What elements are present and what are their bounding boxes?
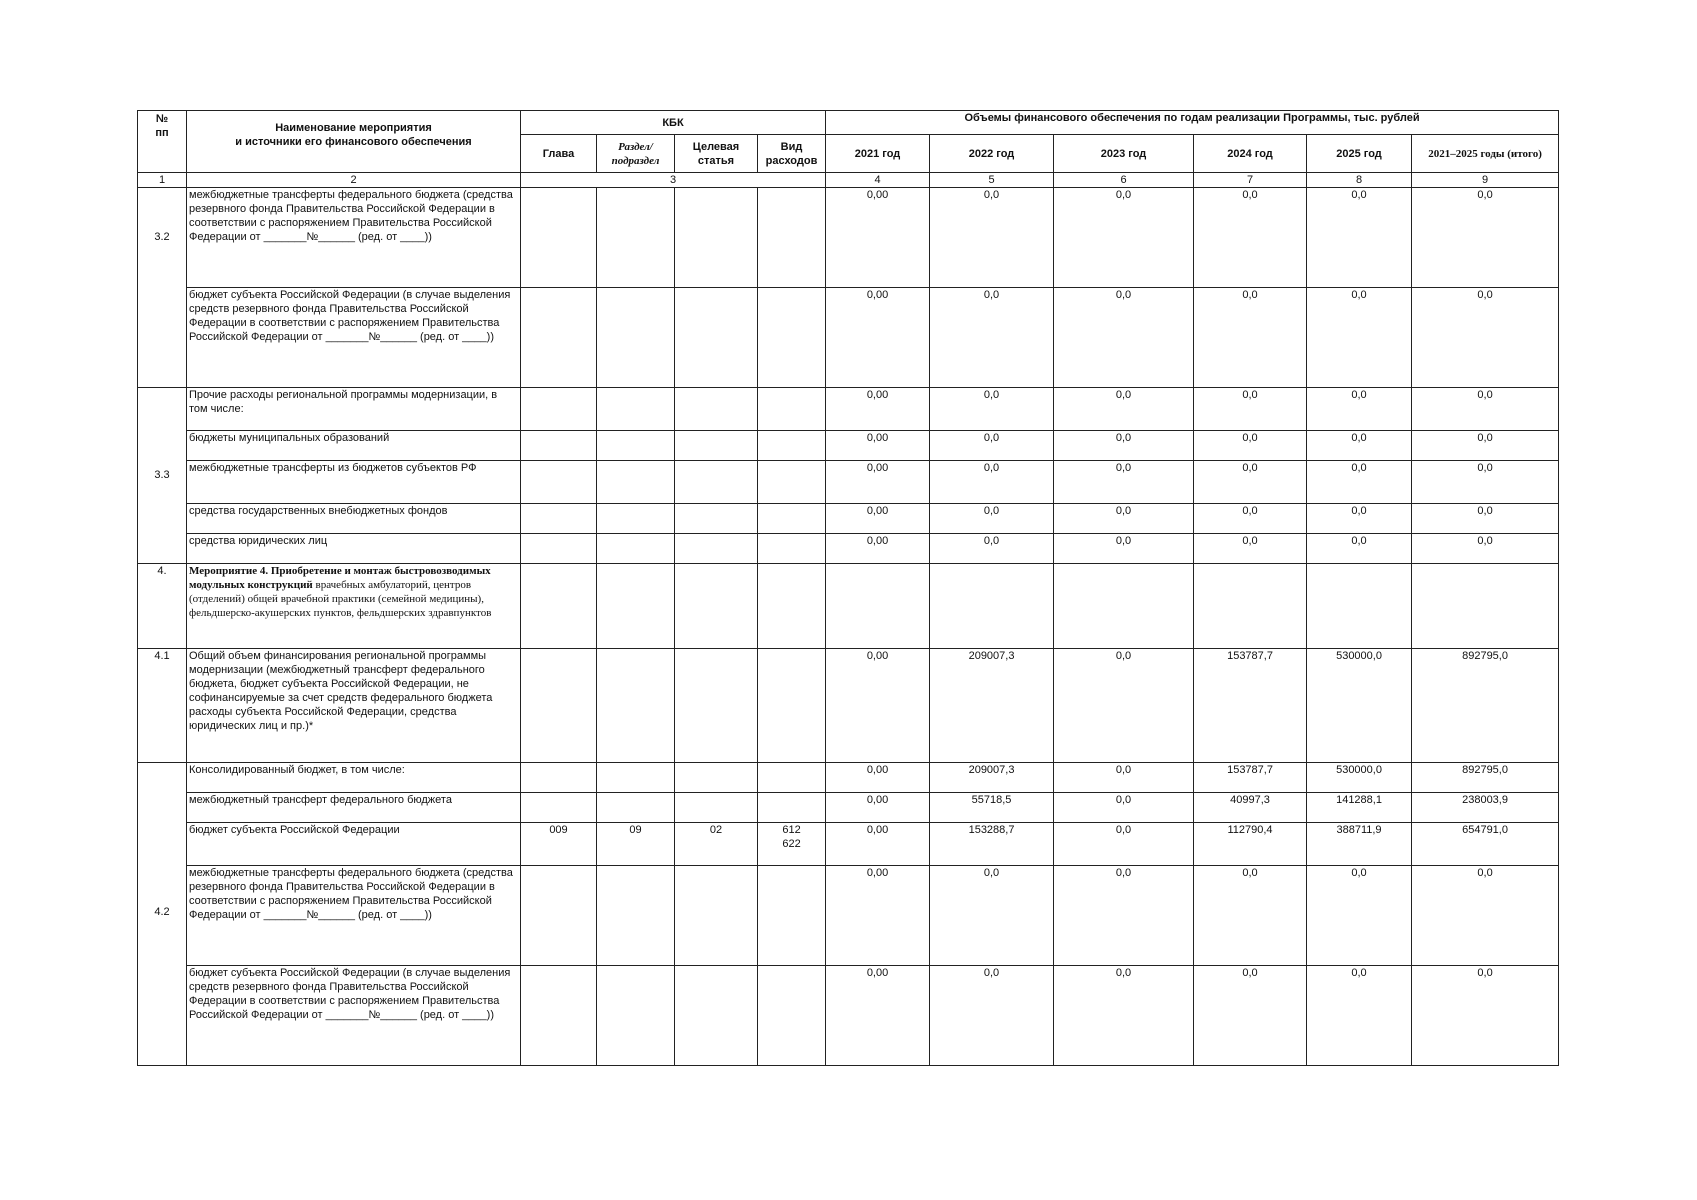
kbk-vid: 612 622 — [758, 823, 826, 866]
kbk-celevaya: 02 — [675, 823, 758, 866]
cell-2022: 0,0 — [930, 866, 1054, 966]
measure-description: врачебных амбулаторий, центров (отделений) общей врачебной практики (семейной медицины), фельдшерско-акушерских пунктов, фельдшерских здравпунктов — [189, 579, 492, 619]
cell-2025: 0,0 — [1307, 288, 1412, 388]
cell-2022: 55718,5 — [930, 793, 1054, 823]
row-label — [187, 564, 521, 649]
header-kbk: КБК — [521, 111, 826, 135]
colnum: 7 — [1194, 173, 1307, 188]
cell-2024: 112790,4 — [1194, 823, 1307, 866]
cell-2022: 0,0 — [930, 534, 1054, 564]
header-row-1 — [138, 111, 1559, 135]
cell-2021: 0,00 — [826, 431, 930, 461]
cell-2025: 0,0 — [1307, 188, 1412, 288]
header-total: 2021–2025 годы (итого) — [1412, 135, 1559, 173]
row-number: 4.2 — [138, 763, 187, 1066]
colnum: 9 — [1412, 173, 1559, 188]
header-volumes: Объемы финансового обеспечения по годам реализации Программы, тыс. рублей — [826, 111, 1559, 135]
header-celevaya: Целевая статья — [675, 135, 758, 173]
cell-2022: 153288,7 — [930, 823, 1054, 866]
header-2025: 2025 год — [1307, 135, 1412, 173]
row-label: Консолидированный бюджет, в том числе: — [187, 763, 521, 793]
cell-2024: 153787,7 — [1194, 649, 1307, 763]
cell-2021: 0,00 — [826, 649, 930, 763]
cell-2024: 0,0 — [1194, 866, 1307, 966]
column-numbers-row — [138, 173, 1559, 188]
row-number: 4.1 — [138, 649, 187, 763]
cell-2024: 40997,3 — [1194, 793, 1307, 823]
cell-2022: 0,0 — [930, 288, 1054, 388]
cell-2021: 0,00 — [826, 188, 930, 288]
table-row — [138, 388, 1559, 431]
cell-2022: 0,0 — [930, 431, 1054, 461]
table-row — [138, 461, 1559, 504]
cell-2025: 141288,1 — [1307, 793, 1412, 823]
cell-total: 0,0 — [1412, 188, 1559, 288]
cell-2022: 0,0 — [930, 388, 1054, 431]
cell-total: 0,0 — [1412, 288, 1559, 388]
row-label: межбюджетный трансферт федерального бюджета — [187, 793, 521, 823]
cell-2023: 0,0 — [1054, 823, 1194, 866]
table-row — [138, 534, 1559, 564]
cell-2025: 0,0 — [1307, 966, 1412, 1066]
row-label: бюджет субъекта Российской Федерации (в случае выделения средств резервного фонда Правительства Российской Федерации в соответствии с распоряжением Правительства Российской Федерации от _______№______ (ред. от ____)) — [187, 288, 521, 388]
cell-2024: 0,0 — [1194, 431, 1307, 461]
cell-total: 0,0 — [1412, 461, 1559, 504]
cell-2023: 0,0 — [1054, 188, 1194, 288]
header-glava: Глава — [521, 135, 597, 173]
table-row — [138, 823, 1559, 866]
cell-total: 0,0 — [1412, 966, 1559, 1066]
cell-2022: 209007,3 — [930, 763, 1054, 793]
row-number: 4. — [138, 564, 187, 649]
colnum: 5 — [930, 173, 1054, 188]
cell-2024: 0,0 — [1194, 504, 1307, 534]
cell-2023: 0,0 — [1054, 288, 1194, 388]
cell-total: 0,0 — [1412, 534, 1559, 564]
row-label: бюджет субъекта Российской Федерации (в случае выделения средств резервного фонда Правительства Российской Федерации в соответствии с распоряжением Правительства Российской Федерации от _______№______ (ред. от ____)) — [187, 966, 521, 1066]
row-label: Прочие расходы региональной программы модернизации, в том числе: — [187, 388, 521, 431]
header-num: № пп — [138, 111, 187, 173]
cell-2024: 0,0 — [1194, 534, 1307, 564]
kbk-glava: 009 — [521, 823, 597, 866]
cell-2024: 0,0 — [1194, 288, 1307, 388]
header-2022: 2022 год — [930, 135, 1054, 173]
row-label: бюджет субъекта Российской Федерации — [187, 823, 521, 866]
colnum: 6 — [1054, 173, 1194, 188]
cell-2022: 0,0 — [930, 504, 1054, 534]
cell-2021: 0,00 — [826, 763, 930, 793]
cell-2025: 0,0 — [1307, 461, 1412, 504]
header-2021: 2021 год — [826, 135, 930, 173]
table-row — [138, 649, 1559, 763]
cell-2022: 0,0 — [930, 188, 1054, 288]
cell-2023: 0,0 — [1054, 504, 1194, 534]
cell-2023: 0,0 — [1054, 793, 1194, 823]
cell-2021: 0,00 — [826, 504, 930, 534]
cell-2025: 0,0 — [1307, 866, 1412, 966]
cell-2025: 530000,0 — [1307, 763, 1412, 793]
row-label: межбюджетные трансферты федерального бюджета (средства резервного фонда Правительства Российской Федерации в соответствии с распоряжением Правительства Российской Федерации от _______№______ (ред. от ____)) — [187, 188, 521, 288]
cell-2021: 0,00 — [826, 866, 930, 966]
cell-2024: 153787,7 — [1194, 763, 1307, 793]
cell-2025: 388711,9 — [1307, 823, 1412, 866]
header-2024: 2024 год — [1194, 135, 1307, 173]
row-label: бюджеты муниципальных образований — [187, 431, 521, 461]
header-vid: Вид расходов — [758, 135, 826, 173]
colnum: 2 — [187, 173, 521, 188]
cell-2023: 0,0 — [1054, 763, 1194, 793]
header-razdel: Раздел/ подраздел — [597, 135, 675, 173]
row-label: Общий объем финансирования региональной программы модернизации (межбюджетный трансферт федерального бюджета, бюджет субъекта Российской Федерации, не софинансируемые за счет средств федерального бюджета расходы субъекта Российской Федерации, средства юридических лиц и пр.)* — [187, 649, 521, 763]
table-row — [138, 288, 1559, 388]
table-row — [138, 763, 1559, 793]
cell-2023: 0,0 — [1054, 461, 1194, 504]
cell-total: 0,0 — [1412, 388, 1559, 431]
cell-2022: 209007,3 — [930, 649, 1054, 763]
row-label: средства государственных внебюджетных фондов — [187, 504, 521, 534]
row-label: средства юридических лиц — [187, 534, 521, 564]
cell-2022: 0,0 — [930, 966, 1054, 1066]
cell-2025: 0,0 — [1307, 534, 1412, 564]
cell-2021: 0,00 — [826, 288, 930, 388]
cell-2022: 0,0 — [930, 461, 1054, 504]
cell-total: 0,0 — [1412, 504, 1559, 534]
cell-2021: 0,00 — [826, 966, 930, 1066]
cell-2025: 0,0 — [1307, 504, 1412, 534]
cell-2024: 0,0 — [1194, 461, 1307, 504]
cell-2023: 0,0 — [1054, 966, 1194, 1066]
finance-table — [137, 110, 1559, 1066]
cell-2023: 0,0 — [1054, 866, 1194, 966]
cell-2021: 0,00 — [826, 534, 930, 564]
cell-2021: 0,00 — [826, 823, 930, 866]
kbk-razdel: 09 — [597, 823, 675, 866]
colnum: 4 — [826, 173, 930, 188]
cell-total: 238003,9 — [1412, 793, 1559, 823]
cell-2025: 0,0 — [1307, 431, 1412, 461]
table-row — [138, 866, 1559, 966]
table-row — [138, 188, 1559, 288]
cell-2024: 0,0 — [1194, 966, 1307, 1066]
cell-2025: 0,0 — [1307, 388, 1412, 431]
colnum: 8 — [1307, 173, 1412, 188]
cell-total: 0,0 — [1412, 866, 1559, 966]
row-number: 3.2 — [138, 188, 187, 388]
row-label: межбюджетные трансферты федерального бюджета (средства резервного фонда Правительства Российской Федерации в соответствии с распоряжением Правительства Российской Федерации от _______№______ (ред. от ____)) — [187, 866, 521, 966]
cell-2024: 0,0 — [1194, 188, 1307, 288]
colnum: 1 — [138, 173, 187, 188]
row-number: 3.3 — [138, 388, 187, 564]
header-2023: 2023 год — [1054, 135, 1194, 173]
measure-title: Мероприятие 4. Приобретение и монтаж быстровозводимых модульных конструкций — [189, 565, 491, 591]
table-row — [138, 966, 1559, 1066]
table-row — [138, 431, 1559, 461]
cell-total: 0,0 — [1412, 431, 1559, 461]
cell-total: 892795,0 — [1412, 649, 1559, 763]
table-row — [138, 564, 1559, 649]
cell-2023: 0,0 — [1054, 388, 1194, 431]
cell-2021: 0,00 — [826, 461, 930, 504]
table-row — [138, 504, 1559, 534]
cell-2023: 0,0 — [1054, 534, 1194, 564]
cell-2025: 530000,0 — [1307, 649, 1412, 763]
cell-2021: 0,00 — [826, 388, 930, 431]
cell-2021: 0,00 — [826, 793, 930, 823]
cell-2023: 0,0 — [1054, 431, 1194, 461]
cell-2024: 0,0 — [1194, 388, 1307, 431]
row-label: межбюджетные трансферты из бюджетов субъектов РФ — [187, 461, 521, 504]
colnum: 3 — [521, 173, 826, 188]
header-name: Наименование мероприятия и источники его финансового обеспечения — [187, 111, 521, 173]
cell-total: 654791,0 — [1412, 823, 1559, 866]
cell-total: 892795,0 — [1412, 763, 1559, 793]
cell-2023: 0,0 — [1054, 649, 1194, 763]
table-row — [138, 793, 1559, 823]
